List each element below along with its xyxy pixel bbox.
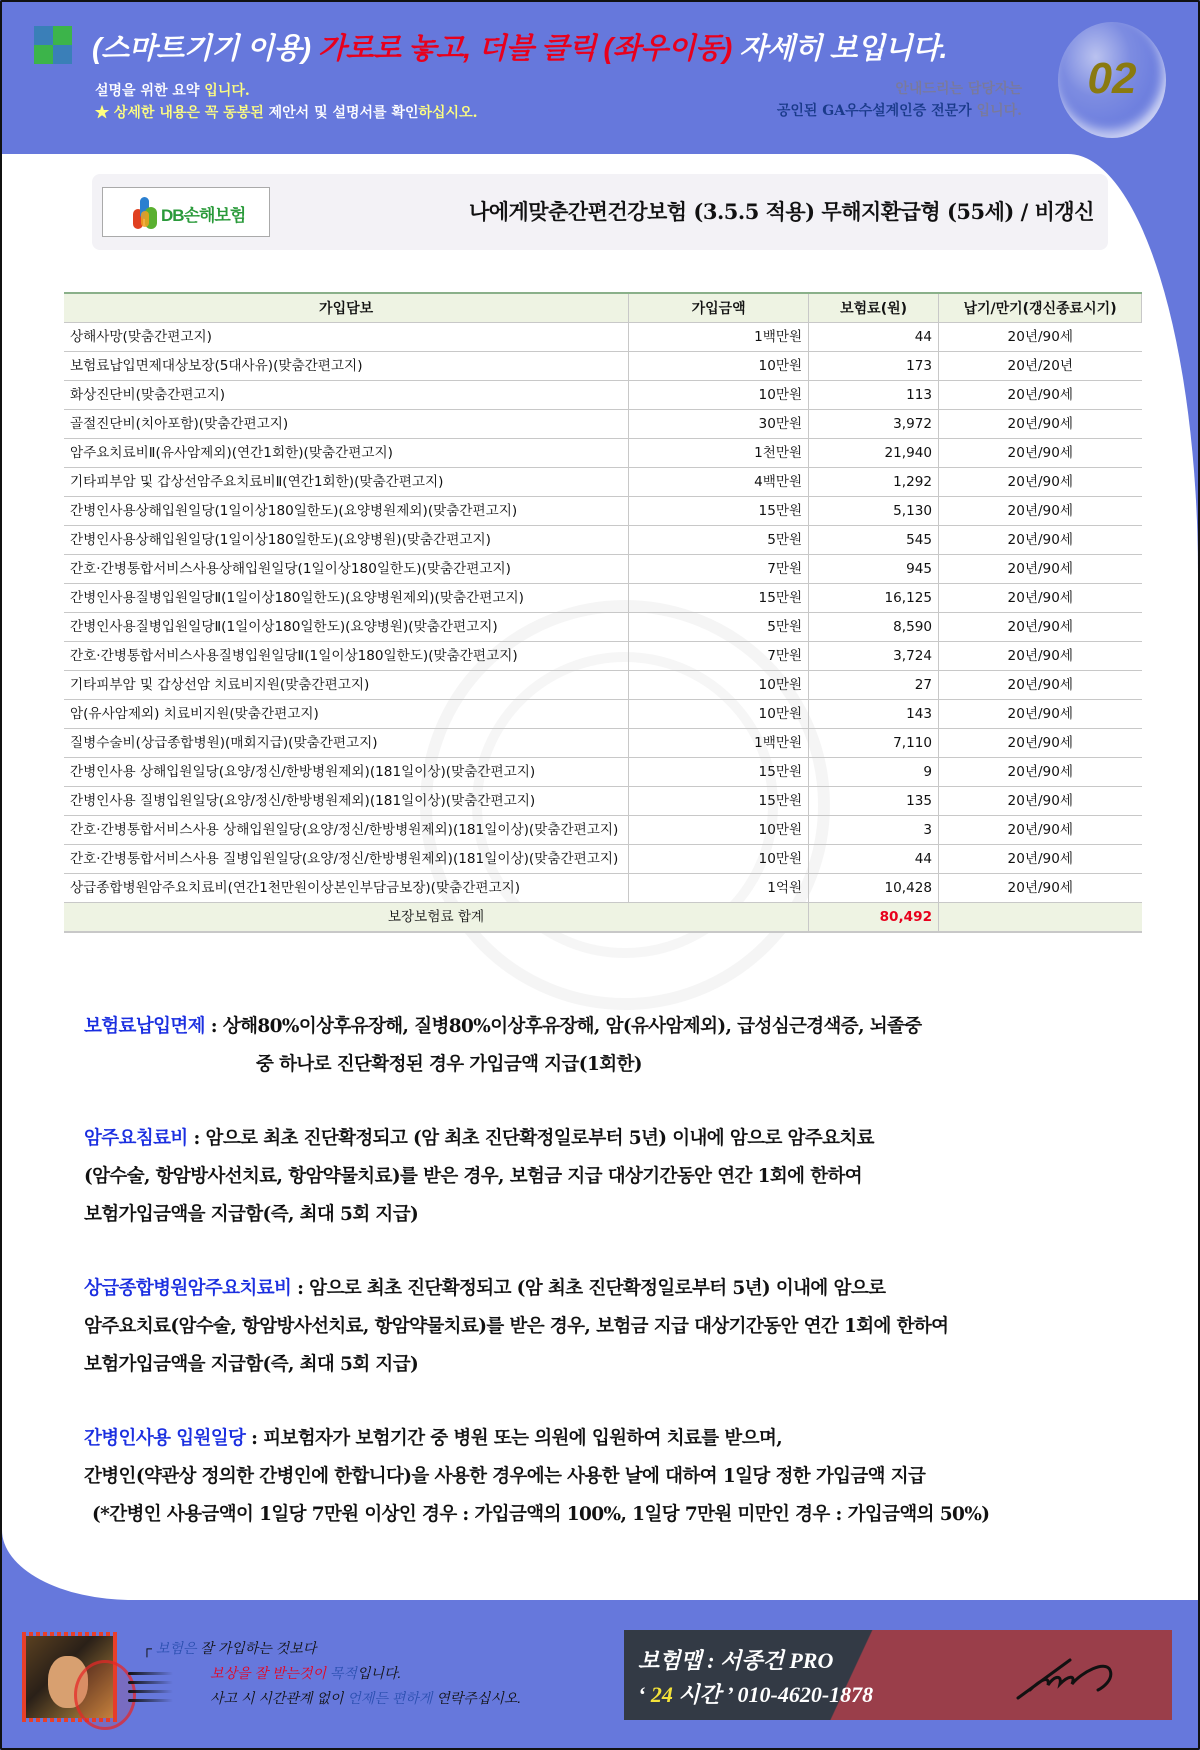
footer-message xyxy=(142,1636,521,1711)
premium-cell: 113 xyxy=(809,380,939,409)
premium-cell: 9 xyxy=(809,757,939,786)
term-cell: 20년/90세 xyxy=(939,699,1142,728)
note-line xyxy=(84,1458,1184,1496)
premium-cell: 5,130 xyxy=(809,496,939,525)
premium-cell: 143 xyxy=(809,699,939,728)
footer-line-1-highlight: 보험은 xyxy=(155,1640,197,1656)
coverage-name-cell: 기타피부암 및 갑상선암 치료비지원(맞춤간편고지) xyxy=(64,670,629,699)
term-cell: 20년/90세 xyxy=(939,873,1142,902)
signature-icon xyxy=(1010,1650,1120,1705)
coverage-name-cell: 간병인사용상해입원일당(1일이상180일한도)(요양병원제외)(맞춤간편고지) xyxy=(64,496,629,525)
amount-cell: 15만원 xyxy=(629,757,809,786)
coverage-name-cell: 간호·간병통합서비스사용질병입원일당Ⅱ(1일이상180일한도)(맞춤간편고지) xyxy=(64,641,629,670)
term-cell: 20년/90세 xyxy=(939,757,1142,786)
note-text: 보험가입금액을 지급함(즉, 최대 5회 지급) xyxy=(84,1204,419,1225)
note-line xyxy=(84,1120,1184,1158)
note-key: 보험료납입면제 xyxy=(84,1016,205,1037)
table-row xyxy=(64,496,1142,525)
term-cell: 20년/90세 xyxy=(939,496,1142,525)
note-line xyxy=(84,1346,1184,1384)
note-text: : 상해80%이상후유장해, 질병80%이상후유장해, 암(유사암제외), 급성심근경색증, 뇌졸중 xyxy=(204,1016,922,1037)
amount-cell: 4백만원 xyxy=(629,467,809,496)
note-text: : 피보험자가 보험기간 중 병원 또는 의원에 입원하여 치료를 받으며, xyxy=(245,1428,783,1449)
note-line xyxy=(84,1008,1184,1046)
table-row xyxy=(64,525,1142,554)
amount-cell: 15만원 xyxy=(629,583,809,612)
coverage-name-cell: 간병인사용질병입원일당Ⅱ(1일이상180일한도)(요양병원)(맞춤간편고지) xyxy=(64,612,629,641)
table-row xyxy=(64,815,1142,844)
amount-cell: 10만원 xyxy=(629,380,809,409)
agent-notice-line-1: 안내드리는 담당자는 xyxy=(895,81,1022,97)
note-line xyxy=(84,1158,1184,1196)
amount-cell: 1천만원 xyxy=(629,438,809,467)
note-line xyxy=(84,1270,1184,1308)
premium-cell: 173 xyxy=(809,351,939,380)
summary-notice xyxy=(95,80,477,124)
agent-notice-line-2: 공인된 GA우수설계인증 전문가 xyxy=(776,103,977,119)
premium-cell: 27 xyxy=(809,670,939,699)
note-line xyxy=(84,1496,1184,1534)
headline-part-1: (스마트기기 이용) xyxy=(92,33,319,65)
headline-part-3: 자세히 보입니다. xyxy=(739,33,948,65)
coverage-table xyxy=(64,292,1142,933)
notice-text: 제안서 및 설명서를 확인 xyxy=(268,105,419,121)
term-cell: 20년/90세 xyxy=(939,612,1142,641)
table-row xyxy=(64,873,1142,902)
premium-cell: 7,110 xyxy=(809,728,939,757)
note-line xyxy=(84,1420,1184,1458)
coverage-name-cell: 간호·간병통합서비스사용 질병입원일당(요양/정신/한방병원제외)(181일이상)(맞춤간편고지) xyxy=(64,844,629,873)
headline-part-2: 가로로 놓고, 더블 클릭 (좌우이동) xyxy=(318,33,740,65)
amount-cell: 1백만원 xyxy=(629,728,809,757)
coverage-note xyxy=(84,1420,1184,1534)
table-row xyxy=(64,351,1142,380)
coverage-name-cell: 기타피부암 및 갑상선암주요치료비Ⅱ(연간1회한)(맞춤간편고지) xyxy=(64,467,629,496)
footer-line-2-purpose: 목적 xyxy=(325,1665,357,1681)
footer-line-2-highlight: 보상을 잘 받는것이 xyxy=(210,1665,326,1681)
amount-cell: 7만원 xyxy=(629,641,809,670)
coverage-note xyxy=(84,1008,1184,1084)
db-logo-icon xyxy=(133,197,159,229)
term-cell: 20년/90세 xyxy=(939,525,1142,554)
amount-cell: 15만원 xyxy=(629,786,809,815)
note-text: 중 하나로 진단확정된 경우 가입금액 지급(1회한) xyxy=(256,1054,642,1075)
total-label: 보장보험료 합계 xyxy=(64,902,809,932)
headline xyxy=(92,26,947,67)
table-row xyxy=(64,467,1142,496)
coverage-name-cell: 간병인사용 상해입원일당(요양/정신/한방병원제외)(181일이상)(맞춤간편고지) xyxy=(64,757,629,786)
agent-name: 보험맵 : 서종건 PRO xyxy=(638,1648,834,1673)
table-row xyxy=(64,670,1142,699)
header xyxy=(0,0,1200,155)
coverage-name-cell: 화상진단비(맞춤간편고지) xyxy=(64,380,629,409)
amount-cell: 1백만원 xyxy=(629,322,809,351)
summary-text-highlight: 입니다. xyxy=(204,83,250,99)
amount-cell: 1억원 xyxy=(629,873,809,902)
term-cell: 20년/90세 xyxy=(939,670,1142,699)
table-row xyxy=(64,699,1142,728)
term-cell: 20년/90세 xyxy=(939,844,1142,873)
term-cell: 20년/90세 xyxy=(939,380,1142,409)
amount-cell: 10만원 xyxy=(629,351,809,380)
term-cell: 20년/90세 xyxy=(939,641,1142,670)
footer-line-3-highlight: 언제든 편하게 xyxy=(347,1690,433,1706)
agent-notice-line-2-end: 입니다. xyxy=(976,103,1022,119)
term-cell: 20년/90세 xyxy=(939,583,1142,612)
note-key: 상급종합병원암주요치료비 xyxy=(84,1278,292,1299)
amount-cell: 5만원 xyxy=(629,525,809,554)
amount-cell: 10만원 xyxy=(629,699,809,728)
agent-phone[interactable] xyxy=(638,1678,873,1709)
note-text: (암수술, 항암방사선치료, 항암약물치료)를 받은 경우, 보험금 지급 대상기간동안 연간 1회에 한하여 xyxy=(84,1166,863,1187)
column-header-coverage: 가입담보 xyxy=(64,293,629,322)
product-title-bar xyxy=(92,174,1108,250)
amount-cell: 10만원 xyxy=(629,815,809,844)
premium-cell: 44 xyxy=(809,322,939,351)
note-text: 간병인(약관상 정의한 간병인에 한합니다)을 사용한 경우에는 사용한 날에 대하여 1일당 정한 가입금액 지급 xyxy=(84,1466,926,1487)
coverage-name-cell: 간호·간병통합서비스사용상해입원일당(1일이상180일한도)(맞춤간편고지) xyxy=(64,554,629,583)
coverage-name-cell: 간호·간병통합서비스사용 상해입원일당(요양/정신/한방병원제외)(181일이상)(맞춤간편고지) xyxy=(64,815,629,844)
term-cell: 20년/90세 xyxy=(939,815,1142,844)
agent-notice xyxy=(777,78,1022,122)
page-number: 02 xyxy=(1087,54,1137,103)
phone-number: 시간 ’ 010-4620-1878 xyxy=(672,1682,874,1707)
coverage-name-cell: 상해사망(맞춤간편고지) xyxy=(64,322,629,351)
premium-cell: 21,940 xyxy=(809,438,939,467)
footer-line-3: 사고 시 시간관계 없이 xyxy=(210,1690,348,1706)
term-cell: 20년/90세 xyxy=(939,786,1142,815)
summary-text: 설명을 위한 요약 xyxy=(95,83,205,99)
footer-line-3-end: 연락주십시오. xyxy=(432,1690,522,1706)
coverage-name-cell: 보험료납입면제대상보장(5대사유)(맞춤간편고지) xyxy=(64,351,629,380)
footer-line-2: 입니다. xyxy=(356,1665,402,1681)
premium-cell: 945 xyxy=(809,554,939,583)
table-row xyxy=(64,844,1142,873)
term-cell: 20년/20년 xyxy=(939,351,1142,380)
table-row xyxy=(64,554,1142,583)
amount-cell: 15만원 xyxy=(629,496,809,525)
page-number-bubble xyxy=(1058,22,1166,138)
note-text: 암주요치료(암수술, 항암방사선치료, 항암약물치료)를 받은 경우, 보험금 지급 대상기간동안 연간 1회에 한하여 xyxy=(84,1316,949,1337)
coverage-note xyxy=(84,1120,1184,1234)
coverage-name-cell: 간병인사용상해입원일당(1일이상180일한도)(요양병원)(맞춤간편고지) xyxy=(64,525,629,554)
premium-cell: 16,125 xyxy=(809,583,939,612)
premium-cell: 3,724 xyxy=(809,641,939,670)
table-row xyxy=(64,583,1142,612)
column-header-amount: 가입금액 xyxy=(629,293,809,322)
premium-cell: 44 xyxy=(809,844,939,873)
premium-cell: 3 xyxy=(809,815,939,844)
insurer-name: DB손해보험 xyxy=(161,206,246,225)
table-row xyxy=(64,380,1142,409)
coverage-notes xyxy=(84,1008,1184,1570)
term-cell: 20년/90세 xyxy=(939,409,1142,438)
amount-cell: 10만원 xyxy=(629,670,809,699)
table-row xyxy=(64,728,1142,757)
amount-cell: 30만원 xyxy=(629,409,809,438)
premium-cell: 3,972 xyxy=(809,409,939,438)
notice-text-highlight: ★ 상세한 내용은 꼭 동봉된 xyxy=(95,105,269,121)
coverage-name-cell: 질병수술비(상급종합병원)(매회지급)(맞춤간편고지) xyxy=(64,728,629,757)
note-text: : 암으로 최초 진단확정되고 (암 최초 진단확정일로부터 5년) 이내에 암으로 xyxy=(291,1278,886,1299)
product-title: 나에게맞춘간편건강보험 (3.5.5 적용) 무해지환급형 (55세) / 비갱신 xyxy=(468,199,1094,224)
coverage-name-cell: 간병인사용질병입원일당Ⅱ(1일이상180일한도)(요양병원제외)(맞춤간편고지) xyxy=(64,583,629,612)
table-row xyxy=(64,612,1142,641)
table-header-row xyxy=(64,293,1142,322)
term-cell: 20년/90세 xyxy=(939,322,1142,351)
total-premium: 80,492 xyxy=(809,902,939,932)
insurer-logo xyxy=(102,187,270,237)
hours-number: 24 xyxy=(650,1682,673,1707)
notice-text-end: 하십시오. xyxy=(418,105,478,121)
brand-logo-icon xyxy=(34,26,72,64)
total-row xyxy=(64,902,1142,932)
corner-mark: ┌ xyxy=(142,1640,156,1656)
note-key: 간병인사용 입원일당 xyxy=(84,1428,246,1449)
coverage-name-cell: 골절진단비(치아포함)(맞춤간편고지) xyxy=(64,409,629,438)
table-row xyxy=(64,757,1142,786)
term-cell: 20년/90세 xyxy=(939,438,1142,467)
amount-cell: 5만원 xyxy=(629,612,809,641)
premium-cell: 135 xyxy=(809,786,939,815)
footer-line-1: 잘 가입하는 것보다 xyxy=(196,1640,317,1656)
amount-cell: 7만원 xyxy=(629,554,809,583)
table-row xyxy=(64,409,1142,438)
total-empty-cell xyxy=(939,902,1142,932)
column-header-premium: 보험료(원) xyxy=(809,293,939,322)
note-key: 암주요침료비 xyxy=(84,1128,188,1149)
table-row xyxy=(64,786,1142,815)
table-row xyxy=(64,322,1142,351)
column-header-term: 납기/만기(갱신종료시기) xyxy=(939,293,1142,322)
coverage-name-cell: 간병인사용 질병입원일당(요양/정신/한방병원제외)(181일이상)(맞춤간편고지) xyxy=(64,786,629,815)
coverage-name-cell: 상급종합병원암주요치료비(연간1천만원이상본인부담금보장)(맞춤간편고지) xyxy=(64,873,629,902)
premium-cell: 8,590 xyxy=(809,612,939,641)
premium-cell: 10,428 xyxy=(809,873,939,902)
coverage-name-cell: 암(유사암제외) 치료비지원(맞춤간편고지) xyxy=(64,699,629,728)
coverage-name-cell: 암주요치료비Ⅱ(유사암제외)(연간1회한)(맞춤간편고지) xyxy=(64,438,629,467)
coverage-note xyxy=(84,1270,1184,1384)
quote-open: ‘ xyxy=(638,1682,651,1707)
note-text: (*간병인 사용금액이 1일당 7만원 이상인 경우 : 가입금액의 100%, 1일당 7만원 미만인 경우 : 가입금액의 50%) xyxy=(92,1504,990,1525)
amount-cell: 10만원 xyxy=(629,844,809,873)
note-line xyxy=(84,1196,1184,1234)
note-text: 보험가입금액을 지급함(즉, 최대 5회 지급) xyxy=(84,1354,419,1375)
term-cell: 20년/90세 xyxy=(939,467,1142,496)
table-row xyxy=(64,641,1142,670)
premium-cell: 545 xyxy=(809,525,939,554)
postmark-icon xyxy=(74,1660,136,1730)
premium-cell: 1,292 xyxy=(809,467,939,496)
term-cell: 20년/90세 xyxy=(939,554,1142,583)
agent-contact-card xyxy=(624,1630,1172,1720)
term-cell: 20년/90세 xyxy=(939,728,1142,757)
note-text: : 암으로 최초 진단확정되고 (암 최초 진단확정일로부터 5년) 이내에 암으로 암주요치료 xyxy=(187,1128,874,1149)
table-row xyxy=(64,438,1142,467)
note-line xyxy=(84,1046,1184,1084)
note-line xyxy=(84,1308,1184,1346)
